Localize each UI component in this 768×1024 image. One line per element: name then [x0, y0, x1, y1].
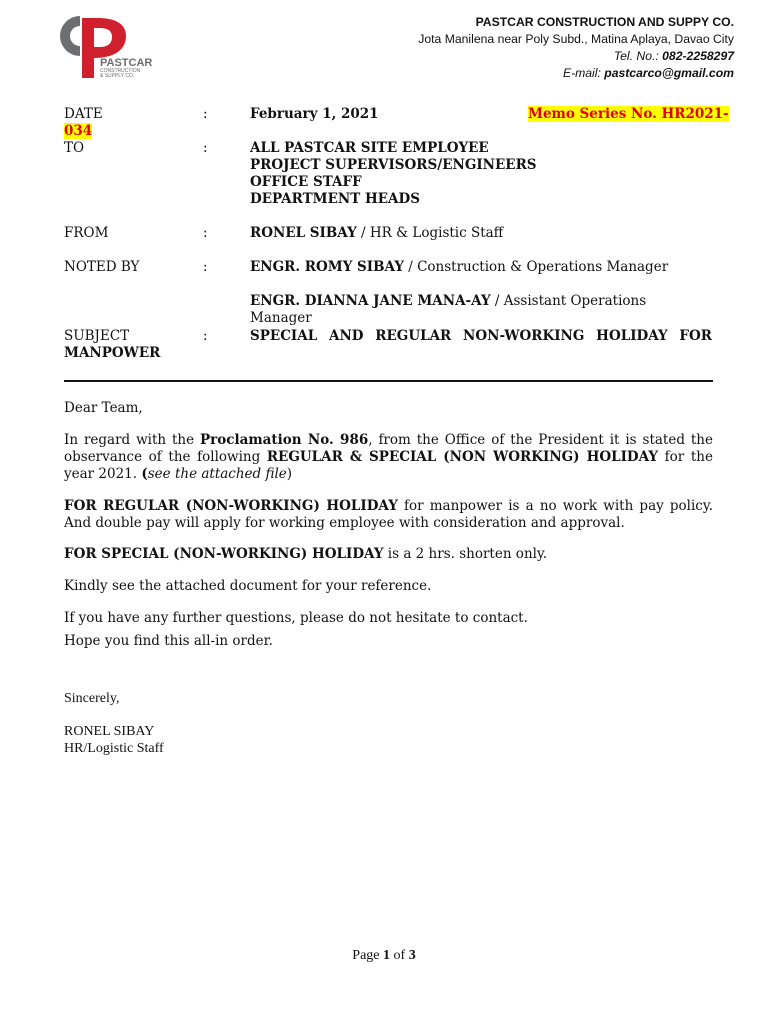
p3-text: is a 2 hrs. shorten only.	[383, 546, 548, 562]
closing-name: RONEL SIBAY	[64, 724, 155, 739]
p1-paren: (	[141, 466, 148, 482]
email-value: pastcarco@gmail.com	[604, 66, 734, 80]
to-recipient: PROJECT SUPERVISORS/ENGINEERS	[250, 157, 537, 173]
greeting: Dear Team,	[64, 400, 143, 416]
paragraph-special-holiday	[64, 546, 713, 563]
pastcar-logo-icon	[52, 14, 152, 80]
memo-series-number-cont: 034	[64, 123, 93, 139]
tel-value: 082-2258297	[662, 49, 734, 63]
from-value	[250, 225, 503, 242]
company-info	[418, 14, 734, 82]
from-label: FROM	[64, 225, 109, 241]
noted-colon: :	[203, 259, 208, 275]
page-number	[0, 948, 768, 964]
p1-paren: )	[286, 466, 293, 482]
to-recipient: ALL PASTCAR SITE EMPLOYEE	[250, 140, 489, 156]
p1-proclamation: Proclamation No. 986	[200, 432, 369, 448]
noted-name: ENGR. ROMY SIBAY	[250, 259, 404, 275]
header-divider	[64, 380, 713, 382]
noted-role: / Assistant Operations Manager	[250, 293, 647, 326]
paragraph-regular-holiday	[64, 498, 713, 532]
p1-attached-note: see the attached file	[147, 466, 287, 482]
closing-title: HR/Logistic Staff	[64, 741, 164, 756]
to-label: TO	[64, 140, 85, 156]
noted-name: ENGR. DIANNA JANE MANA-AY	[250, 293, 491, 309]
company-logo	[52, 14, 152, 80]
logo-wordmark: PASTCAR	[100, 57, 152, 69]
memo-series-number: Memo Series No. HR2021-	[528, 106, 729, 122]
subject-label: SUBJECT	[64, 328, 130, 344]
noted-role: / Construction & Operations Manager	[403, 259, 669, 275]
p1-text: In regard with the	[64, 432, 201, 448]
p1-text: for the year 2021.	[64, 449, 713, 482]
to-recipient: OFFICE STAFF	[250, 174, 362, 190]
from-colon: :	[203, 225, 208, 241]
noted-value-1	[250, 259, 668, 276]
to-recipients	[250, 140, 537, 208]
subject-value-cont: MANPOWER	[64, 345, 161, 361]
to-colon: :	[203, 140, 208, 156]
paragraph-questions: If you have any further questions, please do not hesitate to contact.	[64, 610, 528, 626]
from-name: RONEL SIBAY	[250, 225, 357, 241]
company-tel	[418, 48, 734, 65]
p1-holiday: REGULAR & SPECIAL (NON WORKING) HOLIDAY	[266, 449, 659, 465]
company-address: Jota Manilena near Poly Subd., Matina Aplaya, Davao City	[418, 32, 734, 46]
paragraph-order: Hope you find this all-in order.	[64, 633, 273, 649]
p3-heading: FOR SPECIAL (NON-WORKING) HOLIDAY	[64, 546, 384, 562]
noted-label: NOTED BY	[64, 259, 140, 275]
p2-text: for manpower is a no work with pay policy. And double pay will apply for working employee with consideration and approval.	[64, 498, 713, 531]
paragraph-proclamation	[64, 432, 713, 483]
company-name: PASTCAR CONSTRUCTION AND SUPPY CO.	[475, 15, 734, 29]
page-word: Page	[352, 948, 384, 963]
email-label: E-mail:	[562, 66, 601, 80]
p2-heading: FOR REGULAR (NON-WORKING) HOLIDAY	[64, 498, 398, 514]
logo-sub1: CONSTRUCTION	[100, 68, 141, 74]
date-value: February 1, 2021	[250, 106, 379, 122]
to-recipient: DEPARTMENT HEADS	[250, 191, 420, 207]
date-colon: :	[203, 106, 208, 122]
subject-colon: :	[203, 328, 208, 344]
p1-text: , from the Office of the President it is stated the observance of the following	[64, 432, 713, 465]
page-current: 1	[383, 948, 391, 963]
logo-sub2: & SUPPLY CO.	[100, 73, 135, 79]
noted-value-2	[250, 293, 712, 327]
page-of: of	[390, 948, 409, 963]
company-email	[418, 65, 734, 82]
from-role: / HR & Logistic Staff	[356, 225, 504, 241]
date-label: DATE	[64, 106, 103, 122]
paragraph-reference: Kindly see the attached document for your reference.	[64, 578, 432, 594]
closing-sincerely: Sincerely,	[64, 691, 120, 706]
tel-label: Tel. No.:	[613, 49, 659, 63]
page-total: 3	[408, 948, 416, 963]
subject-value: SPECIAL AND REGULAR NON-WORKING HOLIDAY FOR	[250, 328, 712, 344]
